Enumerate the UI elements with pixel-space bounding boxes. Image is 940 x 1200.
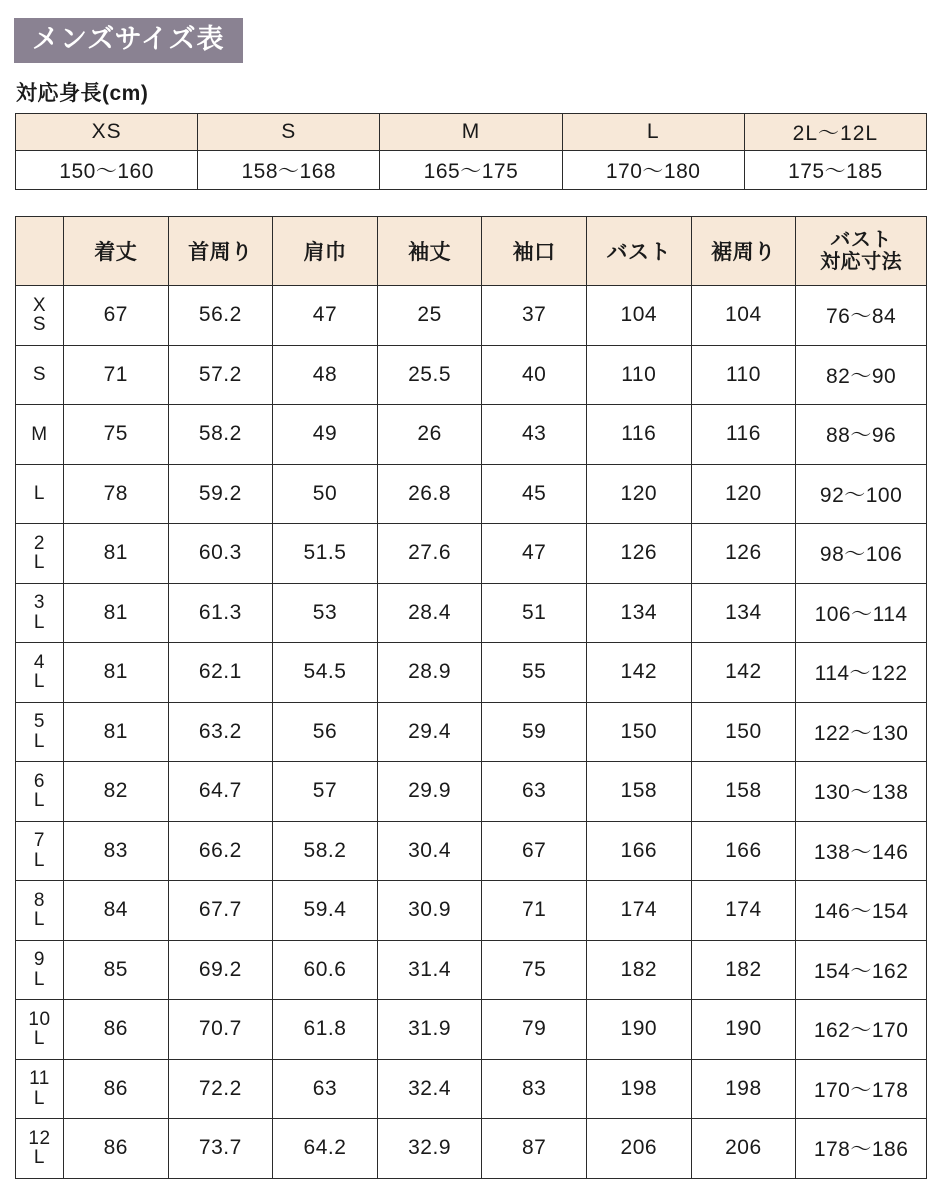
row-header-size — [16, 881, 64, 941]
row-header-size-line: 4 — [33, 651, 45, 673]
measurement-cell: 51 — [482, 583, 587, 643]
measurements-header-row — [16, 217, 927, 286]
measurement-cell: 86 — [63, 1000, 168, 1060]
measurement-cell: 190 — [586, 1000, 691, 1060]
row-header-size-line: L — [33, 849, 45, 871]
measurement-cell: 154〜162 — [796, 940, 927, 1000]
measurement-cell: 198 — [691, 1059, 796, 1119]
row-header-size — [16, 1059, 64, 1119]
measurement-cell: 92〜100 — [796, 464, 927, 524]
measurement-cell: 142 — [586, 643, 691, 703]
measurement-cell: 84 — [63, 881, 168, 941]
measurement-cell: 182 — [586, 940, 691, 1000]
measurement-cell: 30.9 — [377, 881, 482, 941]
measurement-cell: 206 — [586, 1119, 691, 1179]
measurement-cell: 150 — [586, 702, 691, 762]
measurement-cell: 110 — [586, 345, 691, 405]
measurement-cell: 67 — [482, 821, 587, 881]
measurement-cell: 26.8 — [377, 464, 482, 524]
measurement-cell: 67.7 — [168, 881, 273, 941]
measurement-cell: 57 — [273, 762, 378, 822]
row-header-size-line: 12 — [28, 1127, 51, 1149]
measurement-cell: 150 — [691, 702, 796, 762]
measurement-cell: 37 — [482, 286, 587, 346]
measurement-cell: 104 — [691, 286, 796, 346]
measurement-cell: 64.2 — [273, 1119, 378, 1179]
measurement-cell: 49 — [273, 405, 378, 465]
measurement-cell: 87 — [482, 1119, 587, 1179]
height-table-header-row — [16, 114, 927, 151]
column-header-hem: 裾周り — [691, 217, 796, 286]
column-header-bust-fit — [796, 217, 927, 286]
measurement-cell: 70.7 — [168, 1000, 273, 1060]
height-size-header: S — [198, 114, 380, 151]
measurement-cell: 32.9 — [377, 1119, 482, 1179]
table-row — [16, 583, 927, 643]
row-header-size — [16, 762, 64, 822]
table-row — [16, 1000, 927, 1060]
row-header-size — [16, 940, 64, 1000]
row-header-size-line: 5 — [33, 711, 45, 733]
measurement-cell: 88〜96 — [796, 405, 927, 465]
height-section-label: 対応身長(cm) — [16, 82, 149, 106]
row-header-size — [16, 524, 64, 584]
measurement-cell: 31.4 — [377, 940, 482, 1000]
measurement-cell: 110 — [691, 345, 796, 405]
measurement-cell: 206 — [691, 1119, 796, 1179]
measurement-cell: 158 — [586, 762, 691, 822]
height-range-cell: 158〜168 — [198, 151, 380, 190]
measurement-cell: 85 — [63, 940, 168, 1000]
measurement-cell: 116 — [586, 405, 691, 465]
row-header-size-line: L — [33, 909, 45, 931]
measurement-cell: 63.2 — [168, 702, 273, 762]
measurement-cell: 106〜114 — [796, 583, 927, 643]
measurement-cell: 60.3 — [168, 524, 273, 584]
measurement-cell: 166 — [586, 821, 691, 881]
row-header-size-line: 2 — [33, 532, 45, 554]
column-header-sleeve-length: 袖丈 — [377, 217, 482, 286]
measurement-cell: 57.2 — [168, 345, 273, 405]
column-header-neck: 首周り — [168, 217, 273, 286]
measurement-cell: 58.2 — [168, 405, 273, 465]
measurement-cell: 76〜84 — [796, 286, 927, 346]
row-header-size-line: 7 — [33, 830, 45, 852]
column-header-bust-fit-line2: 対応寸法 — [820, 251, 903, 274]
measurement-cell: 120 — [691, 464, 796, 524]
height-range-cell: 175〜185 — [744, 151, 926, 190]
row-header-size-line: 11 — [29, 1068, 50, 1090]
measurement-cell: 71 — [63, 345, 168, 405]
measurement-cell: 81 — [63, 643, 168, 703]
measurement-cell: 81 — [63, 524, 168, 584]
table-row — [16, 1119, 927, 1179]
measurement-cell: 82 — [63, 762, 168, 822]
measurement-cell: 51.5 — [273, 524, 378, 584]
measurements-section — [14, 216, 926, 1179]
height-range-cell: 150〜160 — [16, 151, 198, 190]
row-header-size-line: 3 — [33, 592, 45, 614]
page-title: メンズサイズ表 — [14, 18, 243, 63]
column-header-length: 着丈 — [63, 217, 168, 286]
measurement-cell: 28.9 — [377, 643, 482, 703]
row-header-size-line: L — [33, 1028, 45, 1050]
measurement-cell: 116 — [691, 405, 796, 465]
height-range-cell: 165〜175 — [380, 151, 562, 190]
measurement-cell: 63 — [273, 1059, 378, 1119]
measurement-cell: 61.8 — [273, 1000, 378, 1060]
measurement-cell: 69.2 — [168, 940, 273, 1000]
measurement-cell: 190 — [691, 1000, 796, 1060]
measurement-cell: 79 — [482, 1000, 587, 1060]
measurement-cell: 71 — [482, 881, 587, 941]
measurement-cell: 122〜130 — [796, 702, 927, 762]
measurement-cell: 64.7 — [168, 762, 273, 822]
measurement-cell: 158 — [691, 762, 796, 822]
measurement-cell: 170〜178 — [796, 1059, 927, 1119]
row-header-size-line: L — [33, 1087, 45, 1109]
measurement-cell: 28.4 — [377, 583, 482, 643]
measurement-cell: 30.4 — [377, 821, 482, 881]
measurement-cell: 58.2 — [273, 821, 378, 881]
measurement-cell: 56 — [273, 702, 378, 762]
row-header-size — [16, 1119, 64, 1179]
table-row — [16, 286, 927, 346]
table-row — [16, 643, 927, 703]
measurement-cell: 50 — [273, 464, 378, 524]
measurement-cell: 31.9 — [377, 1000, 482, 1060]
measurement-cell: 59.2 — [168, 464, 273, 524]
measurement-cell: 55 — [482, 643, 587, 703]
measurement-cell: 66.2 — [168, 821, 273, 881]
measurement-cell: 134 — [586, 583, 691, 643]
measurement-cell: 178〜186 — [796, 1119, 927, 1179]
measurement-cell: 32.4 — [377, 1059, 482, 1119]
measurement-cell: 25 — [377, 286, 482, 346]
measurement-cell: 62.1 — [168, 643, 273, 703]
measurement-cell: 61.3 — [168, 583, 273, 643]
row-header-size — [16, 702, 64, 762]
measurement-cell: 45 — [482, 464, 587, 524]
column-header-bust-fit-line1: バスト — [830, 228, 892, 251]
row-header-size — [16, 286, 64, 346]
height-table — [15, 113, 927, 190]
table-row — [16, 881, 927, 941]
measurement-cell: 86 — [63, 1059, 168, 1119]
measurement-cell: 48 — [273, 345, 378, 405]
measurement-cell: 59 — [482, 702, 587, 762]
height-table-row — [16, 151, 927, 190]
row-header-size-line: 10 — [28, 1008, 51, 1030]
measurement-cell: 43 — [482, 405, 587, 465]
measurement-cell: 27.6 — [377, 524, 482, 584]
measurement-cell: 130〜138 — [796, 762, 927, 822]
row-header-size — [16, 345, 64, 405]
measurement-cell: 126 — [691, 524, 796, 584]
measurement-cell: 138〜146 — [796, 821, 927, 881]
table-row — [16, 702, 927, 762]
row-header-size-line: S — [32, 364, 47, 386]
height-size-header: XS — [16, 114, 198, 151]
row-header-size-line: 6 — [33, 770, 45, 792]
measurement-cell: 75 — [482, 940, 587, 1000]
table-row — [16, 1059, 927, 1119]
measurement-cell: 174 — [586, 881, 691, 941]
measurement-cell: 83 — [482, 1059, 587, 1119]
measurement-cell: 59.4 — [273, 881, 378, 941]
column-header-cuff: 袖口 — [482, 217, 587, 286]
measurement-cell: 40 — [482, 345, 587, 405]
table-row — [16, 821, 927, 881]
measurement-cell: 82〜90 — [796, 345, 927, 405]
measurement-cell: 53 — [273, 583, 378, 643]
measurement-cell: 114〜122 — [796, 643, 927, 703]
measurement-cell: 142 — [691, 643, 796, 703]
column-header-shoulder: 肩巾 — [273, 217, 378, 286]
height-range-cell: 170〜180 — [562, 151, 744, 190]
measurement-cell: 174 — [691, 881, 796, 941]
height-size-header: M — [380, 114, 562, 151]
table-row — [16, 524, 927, 584]
measurement-cell: 198 — [586, 1059, 691, 1119]
row-header-size — [16, 583, 64, 643]
measurements-corner-cell — [16, 217, 64, 286]
row-header-size — [16, 464, 64, 524]
row-header-size — [16, 405, 64, 465]
row-header-size-line: L — [33, 968, 45, 990]
table-row — [16, 762, 927, 822]
measurement-cell: 98〜106 — [796, 524, 927, 584]
row-header-size — [16, 1000, 64, 1060]
column-header-bust: バスト — [586, 217, 691, 286]
table-row — [16, 464, 927, 524]
measurement-cell: 120 — [586, 464, 691, 524]
measurement-cell: 81 — [63, 702, 168, 762]
height-size-header: 2L〜12L — [744, 114, 926, 151]
measurement-cell: 25.5 — [377, 345, 482, 405]
measurement-cell: 73.7 — [168, 1119, 273, 1179]
row-header-size-line: M — [31, 423, 48, 445]
table-row — [16, 940, 927, 1000]
measurement-cell: 83 — [63, 821, 168, 881]
row-header-size-line: L — [33, 1147, 45, 1169]
measurement-cell: 182 — [691, 940, 796, 1000]
measurement-cell: 86 — [63, 1119, 168, 1179]
table-row — [16, 345, 927, 405]
row-header-size-line: L — [33, 730, 45, 752]
measurement-cell: 75 — [63, 405, 168, 465]
measurement-cell: 29.4 — [377, 702, 482, 762]
measurement-cell: 134 — [691, 583, 796, 643]
measurement-cell: 63 — [482, 762, 587, 822]
row-header-size — [16, 821, 64, 881]
measurement-cell: 72.2 — [168, 1059, 273, 1119]
table-row — [16, 405, 927, 465]
measurements-table — [15, 216, 927, 1179]
row-header-size-line: S — [32, 314, 47, 336]
measurement-cell: 146〜154 — [796, 881, 927, 941]
measurement-cell: 47 — [482, 524, 587, 584]
measurement-cell: 29.9 — [377, 762, 482, 822]
measurement-cell: 56.2 — [168, 286, 273, 346]
measurement-cell: 166 — [691, 821, 796, 881]
measurement-cell: 26 — [377, 405, 482, 465]
row-header-size — [16, 643, 64, 703]
row-header-size-line: L — [33, 671, 45, 693]
height-size-header: L — [562, 114, 744, 151]
row-header-size-line: L — [33, 483, 45, 505]
measurement-cell: 126 — [586, 524, 691, 584]
measurement-cell: 60.6 — [273, 940, 378, 1000]
row-header-size-line: X — [32, 294, 47, 316]
measurement-cell: 54.5 — [273, 643, 378, 703]
row-header-size-line: L — [33, 611, 45, 633]
row-header-size-line: L — [33, 790, 45, 812]
measurement-cell: 81 — [63, 583, 168, 643]
measurement-cell: 47 — [273, 286, 378, 346]
measurement-cell: 104 — [586, 286, 691, 346]
measurement-cell: 162〜170 — [796, 1000, 927, 1060]
row-header-size-line: 8 — [33, 889, 45, 911]
measurements-body — [16, 286, 927, 1179]
row-header-size-line: L — [33, 552, 45, 574]
measurement-cell: 78 — [63, 464, 168, 524]
row-header-size-line: 9 — [33, 949, 45, 971]
measurement-cell: 67 — [63, 286, 168, 346]
